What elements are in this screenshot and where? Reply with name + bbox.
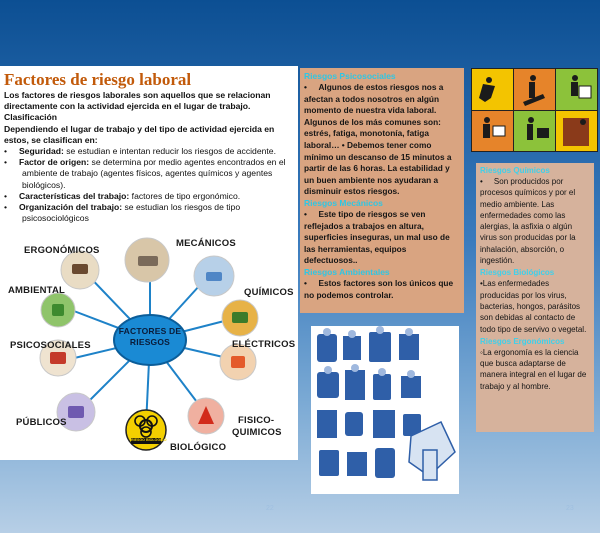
bullet-lead: Organización del trabajo: [18, 202, 123, 213]
page-title: Factores de riesgo laboral [4, 70, 192, 89]
psychosocial-mechanical-panel [300, 68, 464, 313]
label-biologico: BIOLÓGICO [170, 442, 227, 453]
biologicos-text: •Las enfermedades producidas por los virus, bacterias, hongos, parásitos son debidas al contacto de todo tipo de servivo o vegetal. [480, 279, 587, 334]
psicosociales-body: Algunos de estos riesgos nos a afectan a todos nosotros en algún momento de nuestra vida laboral. Algunos de los más comunes son: estrés, fatiga, monotonía, fatiga laboral… • Debemos tener como mínimo un descanso de 15 minutos a partir de las 6 horas. La estabilidad y un buen ambiente nos ayudaran a disminuir estos riesgos. [304, 82, 452, 197]
intro-panel [0, 66, 298, 234]
bullet-lead: Seguridad: [18, 146, 64, 157]
diagram-center-label: FACTORES DE RIESGOS [118, 326, 182, 347]
section-heading-psicosociales: Riesgos Psicosociales [304, 71, 396, 81]
page-number-right: 23 [566, 505, 574, 512]
bullet-text: se estudian e intentan reducir los riesgos de accidente. [63, 146, 276, 157]
ergonomic-postures-figure [311, 326, 459, 494]
section-heading-ergonomicos: Riesgos Ergonómicos [480, 336, 565, 346]
risk-factors-diagram [0, 234, 298, 460]
section-heading-ambientales: Riesgos Ambientales [304, 266, 390, 277]
label-quimicos-2: QUIMICOS [232, 427, 282, 438]
quimicos-text: • Son producidos por procesos químicos y por el medio ambiente. Las enfermedades como las alergias, la asfixia o algún virus son producidas por la inhalación, absorción, o ingestión. [480, 177, 576, 266]
bullet-lead: Características del trabajo: [18, 190, 130, 201]
section-heading-quimicos: Riesgos Químicos [480, 166, 550, 175]
label-electricos: ELÉCTRICOS [232, 339, 296, 350]
label-ambiental: AMBIENTAL [8, 285, 66, 296]
label-fisico: FISICO- [238, 415, 275, 426]
section-heading-biologicos: Riesgos Biológicos [480, 268, 555, 278]
bullet-organizacion: • Organización del trabajo: se estudian los riesgos de tipo psicosociológicos [4, 202, 241, 224]
classification-heading: Clasificación [4, 112, 58, 123]
label-publicos: PÚBLICOS [16, 417, 67, 428]
hazard-icons-grid [471, 68, 598, 152]
ergonomicos-text: ◦La ergonomía es la ciencia que busca adaptarse de manera integral en el lugar de trabajo y al hombre. [480, 347, 587, 391]
label-mecanicos: MECÁNICOS [176, 238, 236, 249]
intro-text: Los factores de riesgos laborales son aquellos que se relacionan directamente con la actividad ejercida en el lugar de trabajo. [4, 90, 271, 112]
label-ergonomicos: ERGONÓMICOS [24, 245, 100, 256]
classification-intro: Dependiendo el lugar de trabajo y del tipo de actividad ejercida en estos, se clasifican en: [4, 123, 275, 145]
biohazard-icon [126, 410, 166, 450]
mecanicos-text: • Este tipo de riesgos se ven reflejados a trabajos en altura, superficies inseguras, un mal uso de las herramientas, equipos defectuosos.. [304, 208, 450, 266]
bullet-text: factores de tipo ergonómico. [129, 190, 241, 201]
chemical-biological-panel [476, 163, 594, 432]
bullet-caracteristicas: • Características del trabajo: factores de tipo ergonómico. [4, 190, 241, 201]
label-psicosociales: PSICOSOCIALES [10, 340, 91, 351]
ambientales-body: Estos factores son los únicos que no podemos controlar. [304, 277, 454, 300]
hazard-pictograms-icon [471, 68, 598, 152]
section-heading-mecanicos: Riesgos Mecánicos [304, 197, 383, 208]
bullet-origen: • Factor de origen: se determina por medio agentes encontrados en el ambiente de trabajo (agentes físicos, agentes químicos y agentes biológicos). [4, 157, 286, 190]
ambientales-text: • Estos factores son los únicos que no podemos controlar. [304, 277, 454, 300]
biohazard-caption: RIESGO BIOLÓGICO [131, 438, 167, 442]
bullet-lead: Factor de origen: [18, 157, 90, 168]
label-quimicos: QUÍMICOS [244, 287, 294, 298]
bullet-text: se estudian los riesgos de tipo psicosociológicos [22, 202, 241, 224]
bullet-text: se determina por medio agentes encontrados en el ambiente de trabajo (agentes físicos, agentes químicos y agentes biológicos). [22, 157, 286, 190]
mecanicos-body: Este tipo de riesgos se ven reflejados a trabajos en altura, superficies inseguras, un mal uso de las herramientas, equipos defectuosos.. [304, 208, 450, 266]
bullet-seguridad: • Seguridad: se estudian e intentan reducir los riesgos de accidente. [4, 146, 276, 157]
psicosociales-text: • Algunos de estos riesgos nos a afectan a todos nosotros en algún momento de nuestra vida laboral. Algunos de los más comunes son: estrés, fatiga, monotonía, fatiga laboral… • Debemos tener como mínimo un descanso de 15 minutos a partir de las 6 horas. La estabilidad y un buen ambiente nos ayudaran a disminuir estos riesgos. [304, 82, 452, 197]
page-number-left: 22 [266, 505, 274, 512]
posture-pictograms-icon [311, 326, 459, 494]
quimicos-body: Son producidos por procesos químicos y por el medio ambiente. Las enfermedades como las alergias, la asfixia o algún virus son producidas por la inhalación, absorción, o ingestión. [480, 177, 576, 266]
